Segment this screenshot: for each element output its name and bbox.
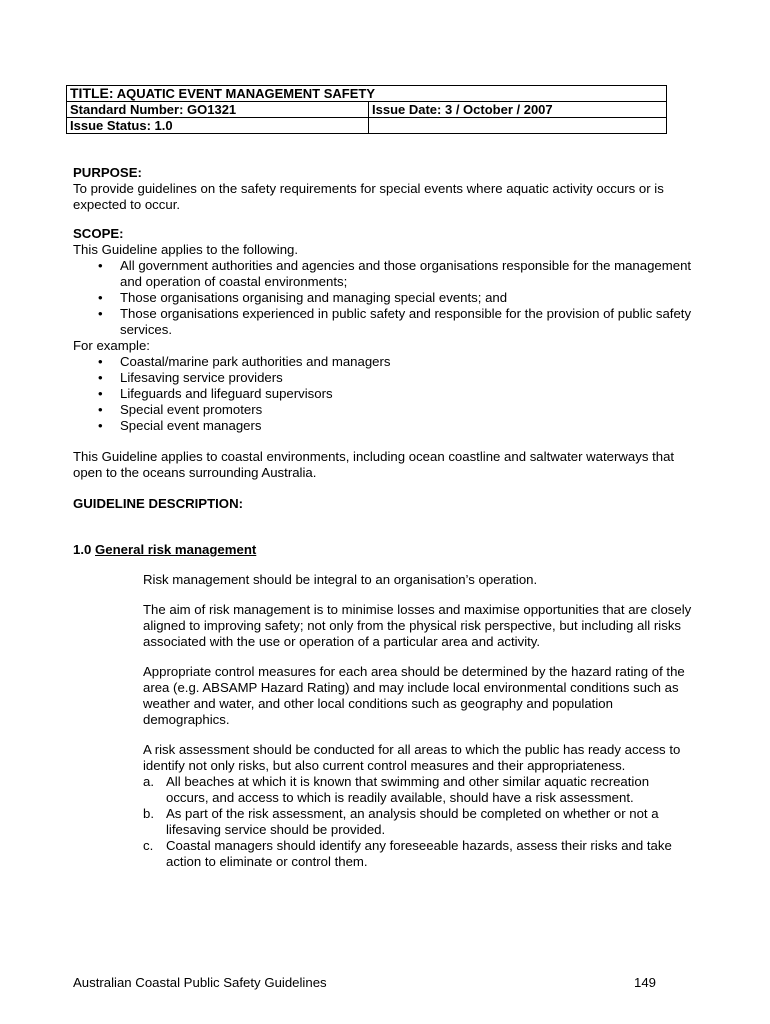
section-title [73,542,256,558]
purpose-text: To provide guidelines on the safety requirements for special events where aquatic activity occurs or is expected to occur. [73,181,664,212]
purpose-section [73,165,713,213]
footer-title: Australian Coastal Public Safety Guidelines [73,975,327,990]
list-item: • Those organisations organising and managing special events; and [73,290,698,306]
list-text: Coastal managers should identify any foreseeable hazards, assess their risks and take action to eliminate or control them. [166,838,672,869]
section-number: 1.0 [73,542,92,557]
page-number: 149 [634,975,657,990]
section-body [143,572,703,870]
scope-heading: SCOPE: [73,226,124,241]
section-name: General risk management [95,542,257,557]
header-standard-row [67,102,667,118]
header-table [66,85,667,134]
paragraph: A risk assessment should be conducted for all areas to which the public has ready access to identify not only risks, but also current control measures and their appropriateness. [143,742,681,773]
scope-section [73,226,713,434]
example-list [73,354,713,434]
paragraph: The aim of risk management is to minimise losses and maximise opportunities that are closely aligned to improving safety; not only from the physical risk perspective, but including all risks associated with the use or operation of a particular area and activity. [143,602,692,649]
list-marker: a. [143,774,154,789]
issue-date-cell: Issue Date: 3 / October / 2007 [369,102,667,118]
empty-cell [369,118,667,134]
list-item [143,838,693,870]
list-item: • Those organisations experienced in public safety and responsible for the provision of public safety services. [73,306,698,338]
list-item: • Coastal/marine park authorities and managers [73,354,713,370]
guideline-heading: GUIDELINE DESCRIPTION: [73,496,243,511]
paragraph: Risk management should be integral to an organisation’s operation. [143,572,538,587]
list-item: • Special event promoters [73,402,713,418]
title-value: AQUATIC EVENT MANAGEMENT SAFETY [116,86,376,101]
issue-status-cell: Issue Status: 1.0 [67,118,369,134]
list-text: All beaches at which it is known that swimming and other similar aquatic recreation occurs, and access to which is readily available, should have a risk assessment. [166,774,650,805]
list-item: • Special event managers [73,418,713,434]
list-item [143,774,693,806]
scope-intro: This Guideline applies to the following. [73,242,299,257]
list-item [143,806,693,838]
scope-list [73,258,698,338]
title-cell [67,86,667,102]
list-item: • Lifeguards and lifeguard supervisors [73,386,713,402]
list-item: • Lifesaving service providers [73,370,713,386]
title-label: TITLE: [70,85,114,101]
header-title-row [67,86,667,102]
list-marker: c. [143,838,154,853]
scope-closing: This Guideline applies to coastal environments, including ocean coastline and saltwater waterways that open to the oceans surrounding Australia. [73,449,675,480]
purpose-heading: PURPOSE: [73,165,142,180]
list-marker: b. [143,806,154,821]
standard-number-cell: Standard Number: GO1321 [67,102,369,118]
example-label: For example: [73,338,150,353]
assessment-list [143,774,693,870]
header-status-row [67,118,667,134]
list-item: • All government authorities and agencies and those organisations responsible for the management and operation of coastal environments; [73,258,698,290]
paragraph: Appropriate control measures for each area should be determined by the hazard rating of the area (e.g. ABSAMP Hazard Rating) and may include local environmental conditions such as weather and water, and other local conditions such as geography and population demographics. [143,664,685,727]
list-text: As part of the risk assessment, an analysis should be completed on whether or not a lifesaving service should be provided. [166,806,659,837]
